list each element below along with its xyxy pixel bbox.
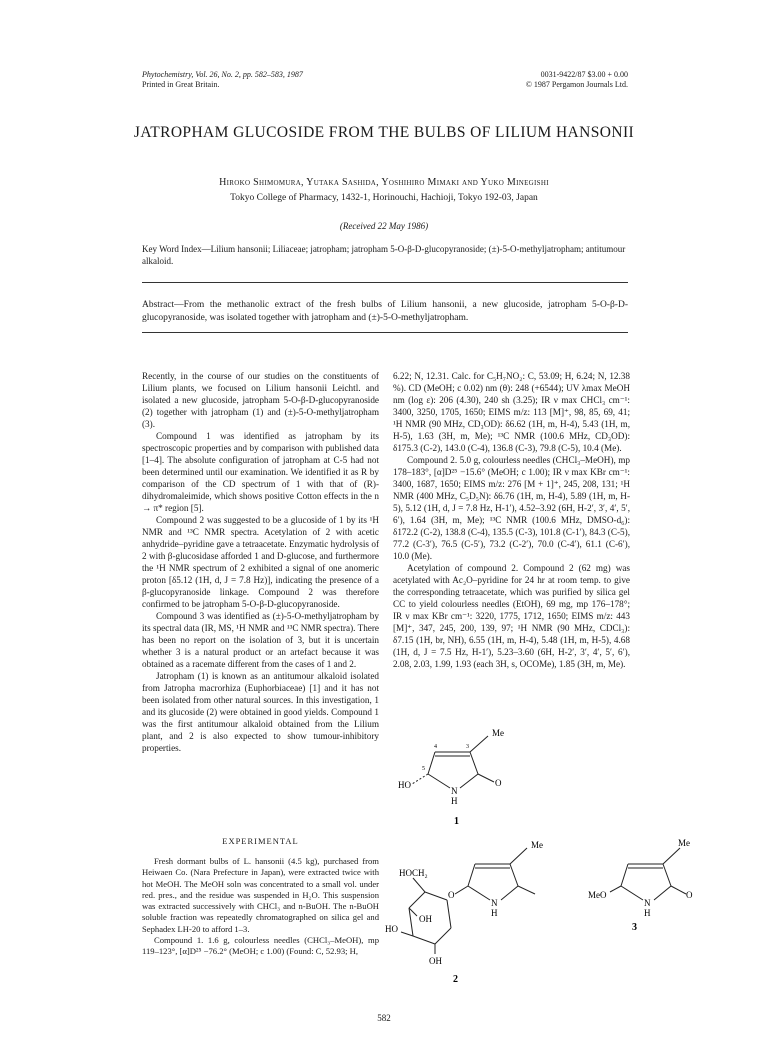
page-number: 582	[377, 1013, 391, 1023]
label-h: H	[451, 796, 458, 806]
label-o: O	[686, 890, 693, 900]
compound-number: 1	[454, 816, 459, 827]
label-me: Me	[678, 838, 690, 848]
experimental-heading: EXPERIMENTAL	[222, 836, 299, 846]
atom-number: 3	[466, 744, 469, 750]
compound-number: 3	[632, 922, 637, 933]
journal-line1: Phytochemistry, Vol. 26, No. 2, pp. 582–583, 1987	[142, 70, 303, 79]
abstract: Abstract—From the methanolic extract of the fresh bulbs of Lilium hansonii, a new glucoside, jatropham 5-O-β-D-glucopyranoside, was isolated together with jatropham and (±)-5-O-methyljatropham.	[142, 300, 628, 323]
structure-2	[385, 832, 555, 985]
divider-top	[142, 282, 628, 283]
author-list: Hiroko Shimomura, Yutaka Sashida, Yoshihiro Mimaki and Yuko Minegishi	[219, 177, 549, 188]
label-oh: OH	[429, 956, 442, 966]
label-ho: HO	[385, 924, 398, 934]
paragraph: Recently, in the course of our studies on the constituents of Lilium plants, we focused on Lilium hansonii Leichtl. and isolated a new glucoside, jatropham 5-O-β-D-glucopyranoside (2) together with jatropham (1) and (±)-5-O-methyljatropham (3).	[142, 371, 379, 429]
keyword-index: Key Word Index—Lilium hansonii; Liliaceae; jatropham; jatropham 5-O-β-D-glucopyranoside; (±)-5-O-methyljatropham; antitumour alkaloid.	[142, 244, 626, 266]
label-ho: HO	[398, 780, 411, 790]
label-h: H	[491, 908, 498, 918]
label-n: N	[644, 898, 651, 908]
label-n: N	[451, 786, 458, 796]
paragraph: Compound 1. 1.6 g, colourless needles (CHCl₃–MeOH), mp 119–123°, [α]D²⁵ −76.2° (MeOH; c 1.00) (Found: C, 52.93; H,	[142, 935, 379, 957]
label-me: Me	[531, 840, 543, 850]
left-column	[142, 370, 379, 754]
journal-citation	[142, 70, 303, 90]
label-hoch2: HOCH₂	[399, 868, 428, 878]
code-line1: 0031-9422/87 $3.00 + 0.00	[540, 70, 628, 79]
label-meo: MeO	[588, 890, 607, 900]
experimental-section	[142, 856, 379, 958]
paragraph: 6.22; N, 12.31. Calc. for C₅H₇NO₂: C, 53.09; H, 6.24; N, 12.38 %). CD (MeOH; c 0.02) nm (θ): 248 (+6544); UV λmax MeOH nm (log ε): 206 (4.30), 240 sh (3.25); IR ν max CHCl₃ cm⁻¹: 3400, 3250, 1705, 1650; EIMS m/z: 113 [M]⁺, 98, 85, 69, 41; ¹H NMR (90 MHz, CD₃OD): δ6.62 (1H, m, H-4), 5.43 (1H, m, H-5), 1.63 (3H, m, Me); ¹³C NMR (100.6 MHz, CD₃OD): δ175.3 (C-2), 143.0 (C-4), 136.8 (C-3), 79.8 (C-5), 10.4 (Me).	[393, 371, 630, 453]
paper-title: JATROPHAM GLUCOSIDE FROM THE BULBS OF LILIUM HANSONII	[133, 124, 635, 141]
code-line2: © 1987 Pergamon Journals Ltd.	[525, 80, 628, 89]
structure-3	[588, 832, 698, 932]
received-date: (Received 22 May 1986)	[339, 221, 429, 231]
label-n: N	[491, 898, 498, 908]
paragraph: Acetylation of compound 2. Compound 2 (62 mg) was acetylated with Ac₂O–pyridine for 24 hr at room temp. to give the corresponding tetraacetate, which was purified by silica gel CC to yield colourless needles (EtOH), 69 mg, mp 176–178°; IR ν max KBr cm⁻¹: 3220, 1775, 1712, 1650; EIMS m/z: 443 [M]⁺, 347, 245, 200, 139, 97; ¹H NMR (90 MHz, CDCl₃): δ7.15 (1H, br, NH), 6.55 (1H, m, H-4), 5.48 (1H, m, H-5), 4.68 (1H, d, J = 7.5 Hz, H-1′), 5.23–3.60 (6H, H-2′, 3′, 4′, 5′, 6′), 2.08, 2.03, 1.99, 1.93 (each 3H, s, OCOMe), 1.85 (3H, m, Me).	[393, 563, 630, 669]
paragraph: Compound 3 was identified as (±)-5-O-methyljatropham by its spectral data (IR, MS, ¹H NMR and ¹³C NMR spectra). There has been no report on the isolation of 3, but it is uncertain whether 3 is a natural product or an artefact because it was obtained as a racemate different from the cases of 1 and 2.	[142, 611, 379, 669]
journal-line2: Printed in Great Britain.	[142, 80, 220, 89]
divider-bottom	[142, 332, 628, 333]
paragraph: Compound 2 was suggested to be a glucoside of 1 by its ¹H NMR and ¹³C NMR spectra. Acetylation of 2 with acetic anhydride–pyridine gave a tetraacetate. Enzymatic hydrolysis of 2 with β-glucosidase afforded 1 and D-glucose, and furthermore the ¹H NMR spectrum of 2 exhibited a signal of one anomeric proton [δ5.12 (1H, d, J = 7.8 Hz)], indicating the presence of a β-glucopyranoside linkage. Compound 2 was therefore confirmed to be jatropham 5-O-β-D-glucopyranoside.	[142, 515, 379, 609]
compound-number: 2	[453, 974, 458, 985]
paragraph: Fresh dormant bulbs of L. hansonii (4.5 kg), purchased from Heiwaen Co. (Nara Prefecture in Japan), were extracted twice with hot MeOH. The MeOH soln was concentrated to a small vol. under red. pres., and the residue was suspended in H₂O. This suspension was extracted successively with CHCl₃ and n-BuOH. The n-BuOH soluble fraction was repeatedly chromatographed on silica gel and Sephadex LH-20 to afford 1–3.	[142, 856, 379, 934]
label-oh: OH	[419, 914, 432, 924]
right-column	[393, 370, 630, 670]
label-me: Me	[492, 728, 504, 738]
paragraph: Compound 2. 5.0 g, colourless needles (CHCl₃–MeOH), mp 178–183°, [α]D²⁵ −15.6° (MeOH; c 1.00); IR ν max KBr cm⁻¹: 3400, 1687, 1650; EIMS m/z: 276 [M + 1]⁺, 245, 208, 131; ¹H NMR (400 MHz, C₅D₅N): δ6.76 (1H, m, H-4), 5.89 (1H, m, H-5), 5.12 (1H, d, J = 7.8 Hz, H-1′), 4.52–3.92 (6H, H-2′, 3′, 4′, 5′, 6′), 1.64 (3H, m, Me); ¹³C NMR (100.6 MHz, DMSO-d₆): δ172.2 (C-2), 138.8 (C-4), 135.5 (C-3), 101.8 (C-1′), 84.3 (C-5), 77.2 (C-3′), 76.5 (C-5′), 73.2 (C-2′), 70.0 (C-4′), 61.1 (C-6′), 10.0 (Me).	[393, 455, 630, 561]
atom-number: 4	[434, 744, 437, 750]
label-h: H	[644, 908, 651, 918]
structure-1	[400, 712, 540, 827]
atom-number: 5	[422, 766, 425, 772]
paragraph: Compound 1 was identified as jatropham by its spectroscopic properties and by comparison with published data [1–4]. The absolute configuration of jatropham at C-5 had not been determined until our examination. We identified it as R by comparison of the CD spectrum of 1 with that of (R)-dihydromaleimide, which shows positive Cotton effects in the n → π* region [5].	[142, 431, 379, 513]
paragraph: Jatropham (1) is known as an antitumour alkaloid isolated from Jatropha macrorhiza (Euphorbiaceae) [1] and it has not been isolated from other natural sources. In this investigation, 1 and its glucoside (2) were obtained in good yields. Compound 1 was the first antitumour alkaloid obtained from the Lilium plant, and 2 is also expected to show tumour-inhibitory properties.	[142, 671, 379, 753]
affiliation: Tokyo College of Pharmacy, 1432-1, Horinouchi, Hachioji, Tokyo 192-03, Japan	[230, 193, 538, 203]
issn-code	[526, 70, 628, 90]
label-o: O	[448, 890, 455, 900]
label-o: O	[495, 778, 502, 788]
